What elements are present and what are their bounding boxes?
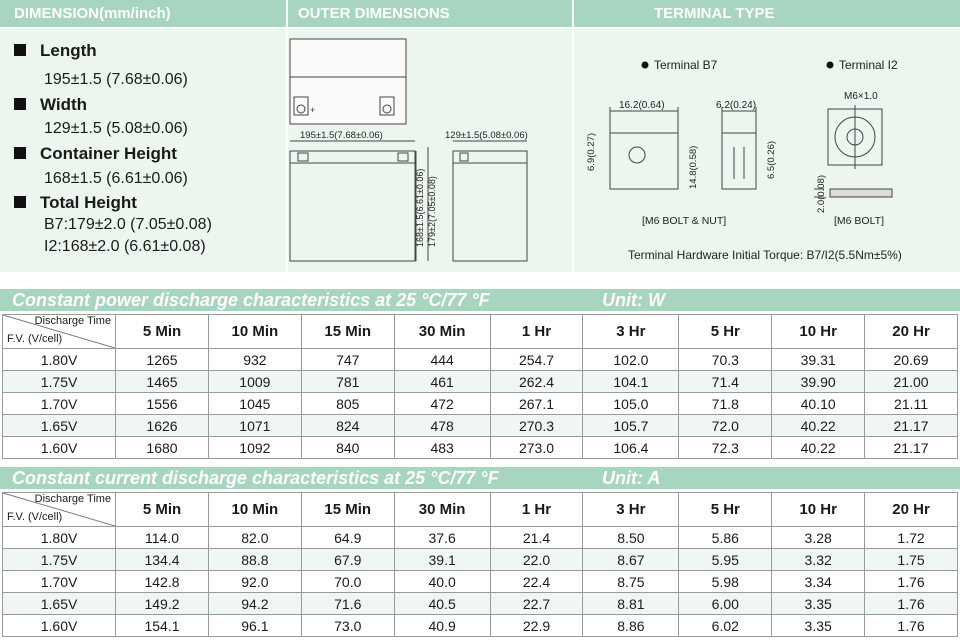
table-row	[3, 571, 958, 593]
value-cell: 21.17	[865, 415, 958, 437]
value-cell: 8.50	[583, 527, 679, 549]
current-table-header-row	[3, 493, 958, 527]
height-a-dimension: 168±1.5(6.61±0.06)	[415, 168, 425, 247]
value-cell: 3.35	[772, 593, 865, 615]
final-voltage-cell: 1.75V	[3, 549, 116, 571]
value-cell: 64.9	[301, 527, 394, 549]
terminal-type-header: TERMINAL TYPE	[574, 0, 960, 27]
value-cell: 39.1	[394, 549, 490, 571]
value-cell: 3.28	[772, 527, 865, 549]
column-header: 30 Min	[394, 493, 490, 527]
column-header: 10 Min	[208, 315, 301, 349]
table-row	[3, 437, 958, 459]
value-cell: 1465	[116, 371, 209, 393]
terminal-b7-title: Terminal B7	[654, 58, 718, 72]
column-header: 1 Hr	[490, 315, 583, 349]
value-cell: 1.76	[865, 593, 958, 615]
power-table-banner	[0, 289, 960, 311]
value-cell: 747	[301, 349, 394, 371]
value-cell: 149.2	[116, 593, 209, 615]
final-voltage-cell: 1.80V	[3, 527, 116, 549]
table-row	[3, 349, 958, 371]
value-cell: 1.76	[865, 571, 958, 593]
column-header: 5 Hr	[679, 493, 772, 527]
width-label: Width	[14, 95, 87, 115]
value-cell: 1071	[208, 415, 301, 437]
height-b-dimension: 179±2(7.05±0.08)	[427, 176, 437, 247]
final-voltage-cell: 1.60V	[3, 437, 116, 459]
value-cell: 22.7	[490, 593, 583, 615]
torque-note: Terminal Hardware Initial Torque: B7/I2(5.5Nm±5%)	[628, 248, 902, 262]
dimension-panel	[0, 29, 286, 272]
bullet-dot-icon	[642, 62, 649, 69]
value-cell: 88.8	[208, 549, 301, 571]
table-row	[3, 371, 958, 393]
column-header: 30 Min	[394, 315, 490, 349]
current-table-title: Constant current discharge characteristics at 25 °C/77 °F	[12, 468, 499, 488]
value-cell: 840	[301, 437, 394, 459]
terminal-i2-title: Terminal I2	[839, 58, 898, 72]
value-cell: 102.0	[583, 349, 679, 371]
corner-final-voltage: F.V. (V/cell)	[7, 333, 63, 345]
final-voltage-cell: 1.70V	[3, 393, 116, 415]
value-cell: 8.75	[583, 571, 679, 593]
value-cell: 483	[394, 437, 490, 459]
value-cell: 1265	[116, 349, 209, 371]
value-cell: 105.0	[583, 393, 679, 415]
table-corner-cell	[3, 493, 116, 527]
value-cell: 37.6	[394, 527, 490, 549]
terminal-drawing	[574, 29, 960, 272]
current-table-banner	[0, 467, 960, 489]
front-length-dimension: 195±1.5(7.68±0.06)	[300, 130, 383, 141]
table-row	[3, 549, 958, 571]
value-cell: 805	[301, 393, 394, 415]
value-cell: 40.22	[772, 415, 865, 437]
i2-thread-dimension: M6×1.0	[844, 91, 878, 102]
final-voltage-cell: 1.70V	[3, 571, 116, 593]
table-row	[3, 415, 958, 437]
outer-dimensions-drawing	[288, 29, 572, 272]
value-cell: 20.69	[865, 349, 958, 371]
column-header: 5 Min	[116, 493, 209, 527]
value-cell: 94.2	[208, 593, 301, 615]
side-width-dimension: 129±1.5(5.08±0.06)	[445, 130, 528, 141]
value-cell: 71.6	[301, 593, 394, 615]
value-cell: 781	[301, 371, 394, 393]
column-header: 15 Min	[301, 315, 394, 349]
value-cell: 134.4	[116, 549, 209, 571]
total-height-label: Total Height	[14, 193, 137, 213]
value-cell: 8.67	[583, 549, 679, 571]
value-cell: 40.10	[772, 393, 865, 415]
value-cell: 273.0	[490, 437, 583, 459]
value-cell: 92.0	[208, 571, 301, 593]
power-table-title: Constant power discharge characteristics at 25 °C/77 °F	[12, 290, 490, 310]
value-cell: 67.9	[301, 549, 394, 571]
length-value: 195±1.5 (7.68±0.06)	[44, 71, 188, 88]
value-cell: 70.3	[679, 349, 772, 371]
value-cell: 40.22	[772, 437, 865, 459]
total-height-i2-value: I2:168±2.0 (6.61±0.08)	[44, 238, 206, 255]
value-cell: 8.81	[583, 593, 679, 615]
value-cell: 21.4	[490, 527, 583, 549]
value-cell: 154.1	[116, 615, 209, 637]
container-height-label: Container Height	[14, 144, 177, 164]
value-cell: 1626	[116, 415, 209, 437]
value-cell: 142.8	[116, 571, 209, 593]
dimension-header: DIMENSION(mm/inch)	[0, 0, 286, 27]
b7-h3-dimension: 6.5(0.26)	[766, 140, 777, 179]
value-cell: 96.1	[208, 615, 301, 637]
value-cell: 270.3	[490, 415, 583, 437]
battery-front-view	[290, 147, 428, 261]
value-cell: 6.00	[679, 593, 772, 615]
value-cell: 8.86	[583, 615, 679, 637]
b7-h1-dimension: 6.9(0.27)	[586, 132, 597, 171]
column-header: 5 Hr	[679, 315, 772, 349]
value-cell: 824	[301, 415, 394, 437]
value-cell: 106.4	[583, 437, 679, 459]
value-cell: 21.00	[865, 371, 958, 393]
b7-bolt-label: [M6 BOLT & NUT]	[642, 215, 727, 227]
outer-dimensions-header: OUTER DIMENSIONS	[288, 0, 572, 27]
column-header: 3 Hr	[583, 315, 679, 349]
value-cell: 1.72	[865, 527, 958, 549]
column-header: 20 Hr	[865, 315, 958, 349]
width-value: 129±1.5 (5.08±0.06)	[44, 120, 188, 137]
corner-discharge-time: Discharge Time	[34, 493, 112, 505]
value-cell: 104.1	[583, 371, 679, 393]
value-cell: 22.9	[490, 615, 583, 637]
final-voltage-cell: 1.80V	[3, 349, 116, 371]
value-cell: 6.02	[679, 615, 772, 637]
value-cell: 105.7	[583, 415, 679, 437]
value-cell: 71.8	[679, 393, 772, 415]
terminal-b7-front-view	[610, 107, 678, 189]
value-cell: 932	[208, 349, 301, 371]
i2-height-dimension: 2.0(0.08)	[816, 174, 827, 213]
svg-text:+: +	[310, 105, 316, 115]
b7-thickness-dimension: 6.2(0.24)	[716, 100, 757, 111]
value-cell: 262.4	[490, 371, 583, 393]
final-voltage-cell: 1.60V	[3, 615, 116, 637]
corner-final-voltage: F.V. (V/cell)	[7, 511, 63, 523]
bullet-square-icon	[14, 196, 26, 208]
value-cell: 40.9	[394, 615, 490, 637]
power-discharge-table	[2, 314, 958, 459]
column-header: 20 Hr	[865, 493, 958, 527]
value-cell: 5.95	[679, 549, 772, 571]
table-row	[3, 527, 958, 549]
value-cell: 478	[394, 415, 490, 437]
value-cell: 39.31	[772, 349, 865, 371]
value-cell: 22.4	[490, 571, 583, 593]
current-discharge-table	[2, 492, 958, 637]
value-cell: 21.11	[865, 393, 958, 415]
value-cell: 472	[394, 393, 490, 415]
battery-top-view	[290, 39, 406, 124]
total-height-b7-value: B7:179±2.0 (7.05±0.08)	[44, 216, 212, 233]
value-cell: 1009	[208, 371, 301, 393]
bullet-dot-icon	[827, 62, 834, 69]
column-header: 15 Min	[301, 493, 394, 527]
column-header: 10 Min	[208, 493, 301, 527]
terminal-panel	[574, 29, 960, 272]
table-row	[3, 615, 958, 637]
value-cell: 1556	[116, 393, 209, 415]
table-row	[3, 593, 958, 615]
value-cell: 70.0	[301, 571, 394, 593]
bullet-square-icon	[14, 44, 26, 56]
value-cell: 1680	[116, 437, 209, 459]
table-row	[3, 393, 958, 415]
power-table-unit: Unit: W	[602, 290, 665, 310]
i2-bolt-label: [M6 BOLT]	[834, 215, 884, 227]
battery-side-view	[453, 151, 527, 261]
value-cell: 71.4	[679, 371, 772, 393]
value-cell: 22.0	[490, 549, 583, 571]
value-cell: 5.98	[679, 571, 772, 593]
column-header: 10 Hr	[772, 493, 865, 527]
length-label: Length	[14, 41, 97, 61]
column-header: 1 Hr	[490, 493, 583, 527]
value-cell: 73.0	[301, 615, 394, 637]
value-cell: 461	[394, 371, 490, 393]
value-cell: 3.32	[772, 549, 865, 571]
value-cell: 1.76	[865, 615, 958, 637]
final-voltage-cell: 1.65V	[3, 593, 116, 615]
bullet-square-icon	[14, 147, 26, 159]
container-height-value: 168±1.5 (6.61±0.06)	[44, 170, 188, 187]
corner-discharge-time: Discharge Time	[34, 315, 112, 327]
value-cell: 39.90	[772, 371, 865, 393]
b7-width-dimension: 16.2(0.64)	[619, 100, 665, 111]
b7-h2-dimension: 14.8(0.58)	[688, 145, 699, 189]
column-header: 3 Hr	[583, 493, 679, 527]
value-cell: 254.7	[490, 349, 583, 371]
value-cell: 1092	[208, 437, 301, 459]
value-cell: 40.5	[394, 593, 490, 615]
value-cell: 444	[394, 349, 490, 371]
outer-dimensions-panel	[288, 29, 572, 272]
bullet-square-icon	[14, 98, 26, 110]
value-cell: 5.86	[679, 527, 772, 549]
value-cell: 3.34	[772, 571, 865, 593]
value-cell: 1045	[208, 393, 301, 415]
column-header: 10 Hr	[772, 315, 865, 349]
final-voltage-cell: 1.75V	[3, 371, 116, 393]
column-header: 5 Min	[116, 315, 209, 349]
value-cell: 72.3	[679, 437, 772, 459]
value-cell: 114.0	[116, 527, 209, 549]
final-voltage-cell: 1.65V	[3, 415, 116, 437]
value-cell: 267.1	[490, 393, 583, 415]
table-corner-cell	[3, 315, 116, 349]
value-cell: 3.35	[772, 615, 865, 637]
value-cell: 21.17	[865, 437, 958, 459]
value-cell: 82.0	[208, 527, 301, 549]
terminal-b7-side-view	[722, 107, 756, 189]
value-cell: 40.0	[394, 571, 490, 593]
current-table-unit: Unit: A	[602, 468, 661, 488]
value-cell: 72.0	[679, 415, 772, 437]
power-table-header-row	[3, 315, 958, 349]
value-cell: 1.75	[865, 549, 958, 571]
